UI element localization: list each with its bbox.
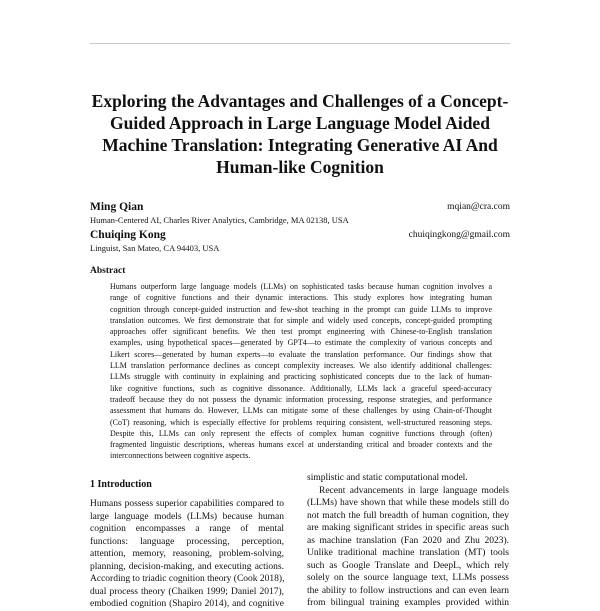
body-line: from bilingual training examples provided within xyxy=(307,598,509,608)
body-line: cognition encompasses a range of mental xyxy=(90,524,284,534)
body-line: not match the full breadth of human cognition, they xyxy=(307,510,509,521)
abstract-line: LLMs struggle with continuity in explaining and practicing sophisticated concepts due to the lack of human- xyxy=(110,372,492,382)
body-line: planning, decision-making, and executing actions. xyxy=(90,561,284,572)
abstract-line: cognition through concept-guided instruction and few-shot teaching in the prompt can guide LLMs to improve xyxy=(110,304,492,314)
title-line: Human-like Cognition xyxy=(216,157,384,177)
body-line: Recent advancements in large language models xyxy=(319,485,509,496)
body-line: simplistic and static computational model. xyxy=(307,473,468,483)
body-line: attention, memory, reasoning, problem-solving, xyxy=(90,549,284,559)
abstract-line: Likert scores—generated by human experts—to evaluate the translation performance. Our findings show that xyxy=(110,349,492,359)
title-line: Exploring the Advantages and Challenges of a Concept- xyxy=(91,91,509,111)
author-block-2 xyxy=(90,229,510,243)
abstract-line: Despite this, LLMs can only represent the effects of complex human cognitive functions through (often) xyxy=(110,428,492,438)
body-line: such as Google Translate and DeepL, which rely xyxy=(307,560,509,571)
author-name: Ming Qian xyxy=(90,201,144,213)
abstract-body xyxy=(110,281,492,462)
header-rule xyxy=(90,43,510,44)
author-name: Chuiqing Kong xyxy=(90,229,166,241)
title-line: Machine Translation: Integrating Generative AI And xyxy=(102,135,498,155)
author-affiliation: Human-Centered AI, Charles River Analytics, Cambridge, MA 02138, USA xyxy=(90,215,349,225)
body-line: dual process theory (Chaiken 1999; Daniel 2017), xyxy=(90,586,284,597)
body-line: embodied cognition (Shapiro 2014), and cognitive xyxy=(90,599,284,609)
abstract-line: range of cognitive functions and their dynamic interactions. This study explores how integrating human xyxy=(110,293,492,303)
abstract-line: (CoT) reasoning, which is especially effective for problems requiring consistent, well-structured reasoning steps. xyxy=(110,417,492,427)
body-line: as machine translation (Fan 2020 and Zhu 2023). xyxy=(307,535,509,546)
author-email: chuiqingkong@gmail.com xyxy=(408,230,510,240)
paper-title xyxy=(60,90,540,178)
abstract-line: Humans outperform large language models (LLMs) on sophisticated tasks because human cognition involves a xyxy=(110,282,492,291)
abstract-line: LLM translation performance declines as concept complexity increases. We also identify additional challenges: xyxy=(110,361,492,371)
abstract-line: translation outcomes. We first demonstrate that for simple and widely used concepts, concept-guided prompting xyxy=(110,315,492,325)
body-line: are making significant strides in specific areas such xyxy=(307,523,509,533)
author-email: mqian@cra.com xyxy=(447,202,510,212)
abstract-line: tradeoff because they do not possess the dynamic information processing, response strategies, and performance xyxy=(110,394,492,404)
author-block-1 xyxy=(90,201,510,215)
abstract-line: like cognitive functions, such as cognitive dissonance. Additionally, LLMs lack a graceful speed-accuracy xyxy=(110,383,492,393)
body-line: Unlike traditional machine translation (MT) tools xyxy=(307,548,509,558)
body-line: large language models (LLMs) because human xyxy=(90,511,284,522)
section-heading-introduction: 1 Introduction xyxy=(90,479,152,490)
abstract-line: assessment that humans do. However, LLMs can mitigate some of these challenges by using Chain-of-Thought xyxy=(110,406,492,416)
abstract-line: examples, using hypothetical spaces—generated by GPT4—to estimate the complexity of various concepts and xyxy=(110,338,492,348)
body-line: According to triadic cognition theory (Cook 2018), xyxy=(90,574,285,584)
title-line: Guided Approach in Large Language Model Aided xyxy=(110,113,490,133)
intro-left-column xyxy=(90,498,284,611)
abstract-line: interconnections between cognitive aspects. xyxy=(110,451,251,461)
abstract-line: approaches offer significant benefits. We then test prompt engineering with Chinese-to-English translation xyxy=(110,327,492,337)
abstract-line: fragmented linguistic descriptions, whereas humans excel at understanding critical and broader contexts and the xyxy=(110,440,492,450)
author-affiliation: Linguist, San Mateo, CA 94403, USA xyxy=(90,243,220,253)
abstract-heading: Abstract xyxy=(90,266,126,276)
body-line: (LLMs) have shown that while these models still do xyxy=(307,498,509,508)
body-line: functions: language processing, perception, xyxy=(90,536,284,547)
body-line: the ability to follow instructions and can even learn xyxy=(307,585,509,596)
intro-right-column xyxy=(307,472,509,610)
body-line: Humans possess superior capabilities compared to xyxy=(90,499,284,509)
body-line: solely on the source language text, LLMs possess xyxy=(307,573,509,583)
